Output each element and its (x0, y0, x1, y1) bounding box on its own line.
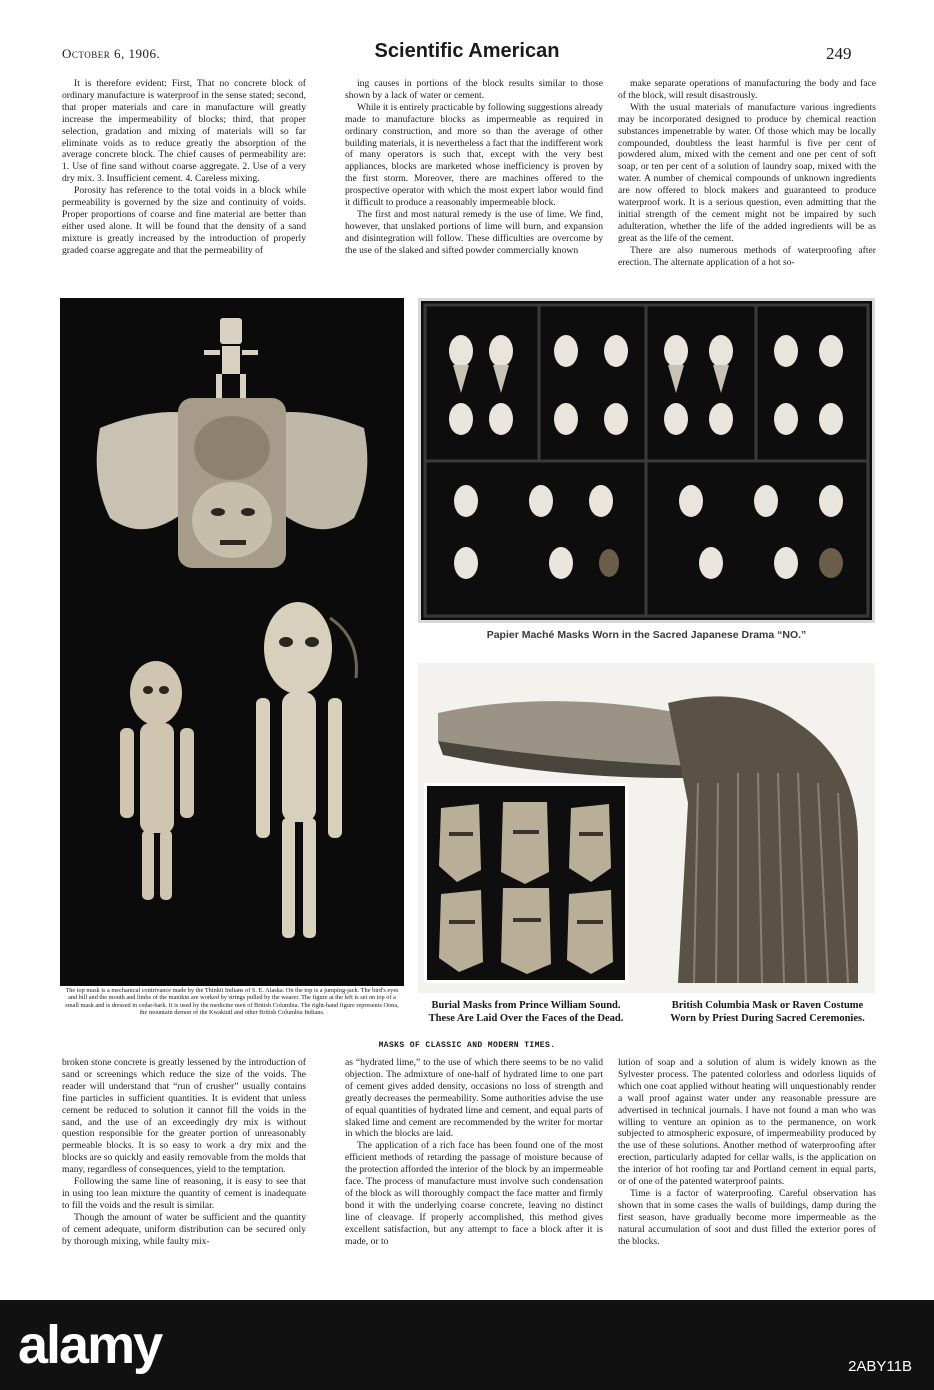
paragraph: Porosity has reference to the total voids in a block while permeability is governed by the size and continuity of voids. Proper proportions of coarse and fine material are better than either used alone. It will be found that the density of a sand mixture is greatly increased by the introduction of properly graded coarse aggregate and that the permeability of (62, 185, 306, 256)
paragraph: With the usual materials of manufacture various ingredients may be incorporated designed to produce by chemical reaction substances impenetrable by water. Of those which may be locally compounded, doubtless the least harmful is five per cent of powdered alum, mixed with the cement and one per cent of soft soap, or ten per cent of a solution of laundry soap, mixed with the water. A number of chemical compounds of unknown ingredients are now offered to block makers and guaranteed to produce waterproof work. It is a serious question, even admitting that the initial strength of the cement might not be impaired by such adulteration, whether the life of the added ingredients will be as great as the life of the cement. (618, 101, 876, 244)
image-code: 2ABY11B (848, 1358, 912, 1375)
paragraph: It is therefore evident: First, That no concrete block of ordinary manufacture is waterproof in the sense stated; second, that proper materials and care in manufacture will greatly increase the impermeability of blocks; third, that proper selection, gradation and mixing of materials will so far eliminate voids as to reduce greatly the absorption of the average concrete block. The chief causes of permeability are: 1. Use of fine sand without coarse aggregate. 2. Use of a very dry mix. 3. Insufficient cement. 4. Careless mixing. (62, 78, 306, 185)
tlingit-masks-caption: The top mask is a mechanical contrivance made by the Thinkit Indians of S. E. Alaska. On the top is a jumping-jack. The bird's eyes and bill and the mouth and limbs of the manikin are worked by strings pulled by the wearer. The figure at the left is set on top of a small mask and is dressed in cedar-bark. It is used by the medicine men of British Columbia. The right-hand figure represents Oona, the mountain demon of the Kwakiutl and other British Columbia Indians. (65, 987, 399, 1017)
article-column-2-top (345, 78, 603, 257)
magazine-title: Scientific American (374, 40, 560, 62)
article-column-3-top (618, 78, 876, 269)
noh-masks-illustration (421, 301, 872, 620)
tlingit-masks-photo (60, 298, 404, 986)
noh-masks-photo (418, 298, 875, 623)
figure-group-title: MASKS OF CLASSIC AND MODERN TIMES. (378, 1041, 556, 1050)
paragraph: broken stone concrete is greatly lessened by the introduction of sand or screenings which reduce the size of the voids. The reader will understand that “run of crusher” usually contains fine particles in sufficient quantities. It is evident that unless cement be reduced to solution it cannot fill the voids in the sand, and the use of an exceedingly dry mix is without question responsible for the greater portion of unreasonably permeable blocks. It is so easy to work a dry mix and the blocks are so quickly and easily removable from the molds that many, regardless of consequences, yield to the temptation. (62, 1057, 306, 1176)
noh-masks-caption: Papier Maché Masks Worn in the Sacred Japanese Drama “NO.” (486, 629, 807, 641)
paragraph: There are also numerous methods of waterproofing after erection. The alternate application of a hot so- (618, 244, 876, 268)
paragraph: lution of soap and a solution of alum is widely known as the Sylvester process. The patented colorless and odorless liquids of which one coat applied without heating will unquestionably render a wall proof against water under any reasonable pressure are advertised in technical journals. I have not found a man who was willing to venture an opinion as to the permanence, on work subjected to atmospheric exposure, of impermeability produced by the use of these solutions. Another method of waterproofing after erection, particularly adapted for cellar walls, is the application on the interior of hot roofing tar and Portland cement in equal parts, or of one of the patented waterproof paints. (618, 1057, 876, 1188)
article-column-1-bottom (62, 1057, 306, 1248)
paragraph: Time is a factor of waterproofing. Careful observation has shown that in some cases the walls of buildings, damp during the first season, have gradually become more impermeable as the natural accumulation of soot and dust filled the exterior pores of the blocks. (618, 1187, 876, 1247)
burial-masks-caption: Burial Masks from Prince William Sound. These Are Laid Over the Faces of the Dead. (428, 1000, 624, 1024)
tlingit-masks-illustration (60, 298, 404, 986)
raven-costume-caption: British Columbia Mask or Raven Costume Worn by Priest During Sacred Ceremonies. (670, 1000, 865, 1024)
paragraph: make separate operations of manufacturing the body and face of the block, will result disastrously. (618, 78, 876, 101)
page-number: 249 (826, 44, 852, 63)
paragraph: ing causes in portions of the block results similar to those shown by a lack of water or cement. (345, 78, 603, 101)
paragraph: as “hydrated lime,” to the use of which there seems to be no valid objection. The admixture of one-half of hydrated lime to one part of cement gives added density, occasions no loss of strength and greatly decreases the permeability. Some authorities advise the use of equal quantities of hydrated lime and cement, and equal parts of slaked lime and cement are recommended by the writer for mortar in which the blocks are laid. (345, 1057, 603, 1140)
stock-logo: alamy (18, 1315, 162, 1375)
burial-masks-illustration (427, 786, 625, 980)
paragraph: Following the same line of reasoning, it is easy to see that in using too lean mixture the quantity of cement is inadequate to fill the voids and the result is similar. (62, 1176, 306, 1211)
paragraph: While it is entirely practicable by following suggestions already made to manufacture blocks as impermeable as required in ordinary construction, and more so than the average of other building materials, it is nevertheless a fact that the indifferent work of many operators is such that, except with the very best appliances, blocks are marketed whose inefficiency is proven by the first storm. Moreover, there are machines offered to the prospective operator with which the most expert labor would find it difficult to produce a reasonably impermeable block. (345, 101, 603, 209)
article-column-2-bottom (345, 1057, 603, 1248)
article-column-1-top (62, 78, 306, 257)
paragraph: Though the amount of water be sufficient and the quantity of cement adequate, uniform distribution can be secured only by thorough mixing, while faulty mix- (62, 1211, 306, 1247)
stock-footer-bar (0, 1300, 934, 1390)
paragraph: The first and most natural remedy is the use of lime. We find, however, that unslaked portions of lime will burn, and expansion and disintegration will follow. These difficulties are overcome by the use of the slaked and sifted powder commercially known (345, 208, 603, 256)
article-column-3-bottom (618, 1057, 876, 1248)
paragraph: The application of a rich face has been found one of the most efficient methods of retarding the passage of moisture because of the protection afforded the interior of the block by an impermeable face. The process of manufacture must involve such condensation of the block as will thoroughly compact the face matter and firmly bond it with the underlying coarse concrete, leaving no distinct line of cleavage. If properly accomplished, this method gives excellent satisfaction, but any attempt to face a block after it is made, or to (345, 1140, 603, 1247)
burial-masks-photo (424, 783, 628, 983)
issue-date: October 6, 1906. (62, 46, 161, 61)
